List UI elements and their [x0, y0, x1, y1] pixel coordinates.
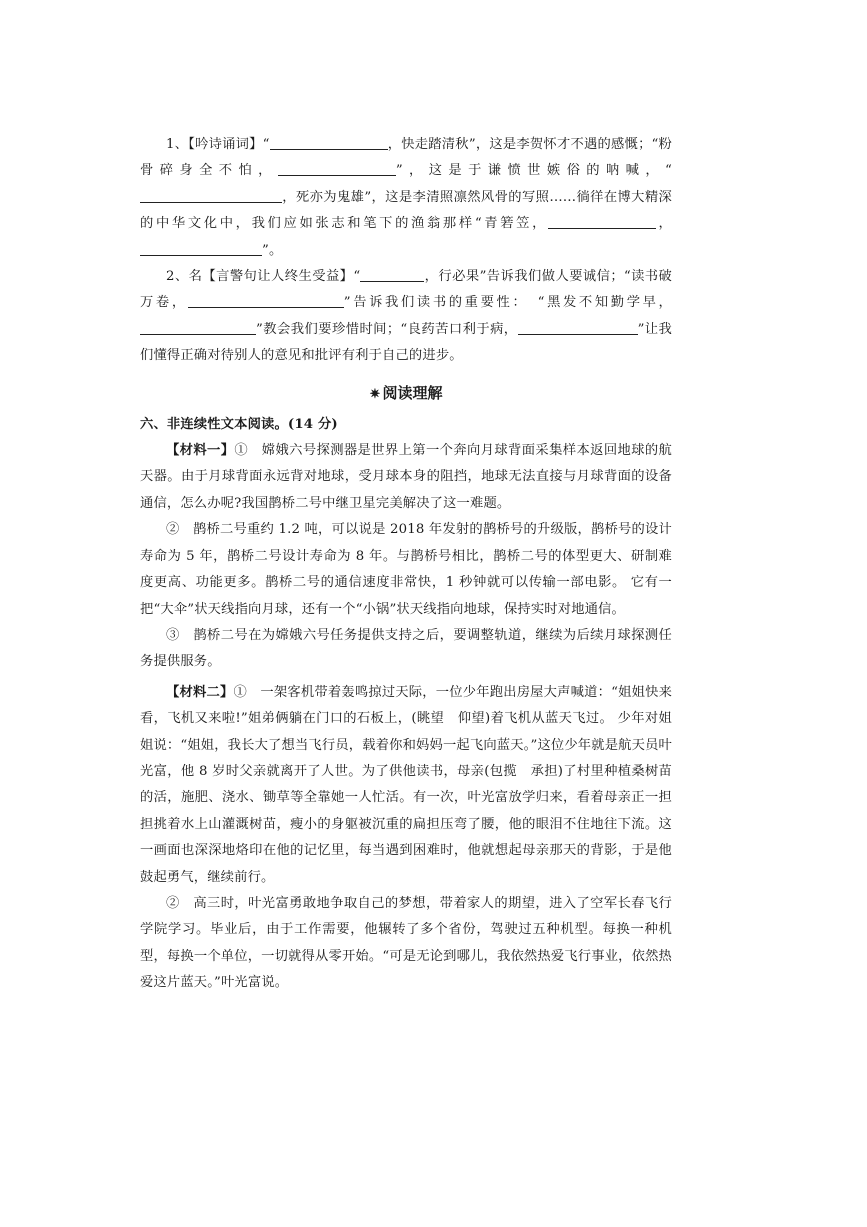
q2-text-d: ”教会我们要珍惜时间；“良药苦口利于病， — [256, 321, 518, 337]
material-2-para-1-text: ① 一架客机带着轰鸣掠过天际，一位少年跑出房屋大声喊道：“姐姐快来看，飞机又来啦!”姐弟俩躺在门口的石板上，(眺望 仰望)着飞机从蓝天飞过。 少年对姐姐说：“姐姐，我长大了想当飞行员，载着你和妈妈一起飞向蓝天。”这位少年就是航天员叶光富，他 8 岁时父亲就离开了人世。为了供他读书，母亲(包揽 承担)了村里种植桑树苗的活，施肥、浇水、锄草等全靠她一人忙活。有一次，叶光富放学归来，看着母亲正一担担挑着水上山灌溉树苗，瘦小的身躯被沉重的扁担压弯了腰，他的眼泪不住地往下流。这一画面也深深地烙印在他的记忆里，每当遇到困难时，他就想起母亲那天的背影，于是他鼓起勇气，继续前行。 — [140, 684, 673, 885]
q2-text-e: ”让我们懂得正确对待别人的意见和批评有利于自己的进步。 — [140, 321, 672, 364]
question-2 — [140, 264, 672, 370]
q1-text-a: 1、【吟诗诵词】“ — [166, 137, 270, 152]
q1-blank-1[interactable] — [270, 134, 388, 150]
q1-blank-3[interactable] — [140, 187, 282, 203]
exam-page — [140, 132, 672, 997]
material-1-label: 【材料一】 — [166, 443, 235, 459]
section-title — [140, 380, 672, 408]
q1-text-c: ”，这是于谦愤世嫉俗的呐喊，“ — [395, 163, 672, 179]
q2-blank-1[interactable] — [360, 266, 424, 282]
material-1-para-1 — [140, 438, 672, 517]
q1-blank-2[interactable] — [278, 160, 396, 176]
q2-text-b: ，行必果”告诉我们做人要诚信；“读书破万卷， — [140, 269, 672, 311]
section-title-text: 阅读理解 — [382, 383, 443, 402]
q2-text-c: ”告诉我们读书的重要性： “黑发不知勤学早， — [343, 295, 672, 311]
material-2-label: 【材料二】 — [166, 684, 234, 700]
q1-blank-4[interactable] — [548, 213, 656, 229]
star-icon: ✷ — [369, 386, 381, 402]
q1-text-e: ， — [656, 216, 672, 232]
q2-blank-3[interactable] — [140, 319, 256, 335]
material-2-para-1 — [140, 680, 672, 891]
material-1-para-3: ③ 鹊桥二号在为嫦娥六号任务提供支持之后，要调整轨道，继续为后续月球探测任务提供服务。 — [140, 627, 672, 670]
q1-blank-5[interactable] — [140, 240, 262, 256]
material-1-para-1-text: ① 嫦娥六号探测器是世界上第一个奔向月球背面采集样本返回地球的航天器。由于月球背面永远背对地球，受月球本身的阻挡，地球无法直接与月球背面的设备通信，怎么办呢?我国鹊桥二号中继卫星完美解决了这一难题。 — [140, 443, 672, 511]
q2-blank-4[interactable] — [518, 319, 638, 335]
q2-text-a: 2、名【言警句让人终生受益】“ — [166, 269, 361, 285]
material-1-para-2: ② 鹊桥二号重约 1.2 吨，可以说是 2018 年发射的鹊桥号的升级版，鹊桥号的设计寿命为 5 年，鹊桥二号设计寿命为 8 年。与鹊桥号相比，鹊桥二号的体型更大、研制难度更高、功能更多。鹊桥二号的通信速度非常快，1 秒钟就可以传输一部电影。 它有一把“大伞”状天线指向月球，还有一个“小锅”状天线指向地球，保持实时对地通信。 — [140, 522, 672, 617]
q1-text-d: ，死亦为鬼雄”，这是李清照凛然风骨的写照……徜徉在博大精深的中华文化中，我们应如张志和笔下的渔翁那样“青箬笠， — [140, 189, 672, 232]
q2-blank-2[interactable] — [188, 292, 344, 308]
question-1 — [140, 132, 672, 264]
q1-text-b: ，快走踏清秋”，这是李贺怀才不遇的感慨；“粉骨碎身全不怕， — [140, 137, 672, 179]
reading-heading: 六、非连续性文本阅读。(14 分) — [140, 416, 338, 432]
q1-text-f: ”。 — [262, 242, 283, 258]
material-2-para-2: ② 高三时，叶光富勇敢地争取自己的梦想，带着家人的期望，进入了空军长春飞行学院学习。毕业后，由于工作需要，他辗转了多个省份，驾驶过五种机型。每换一种机型，每换一个单位，一切就得从零开始。“可是无论到哪儿，我依然热爱飞行事业，依然热爱这片蓝天。”叶光富说。 — [140, 895, 672, 991]
